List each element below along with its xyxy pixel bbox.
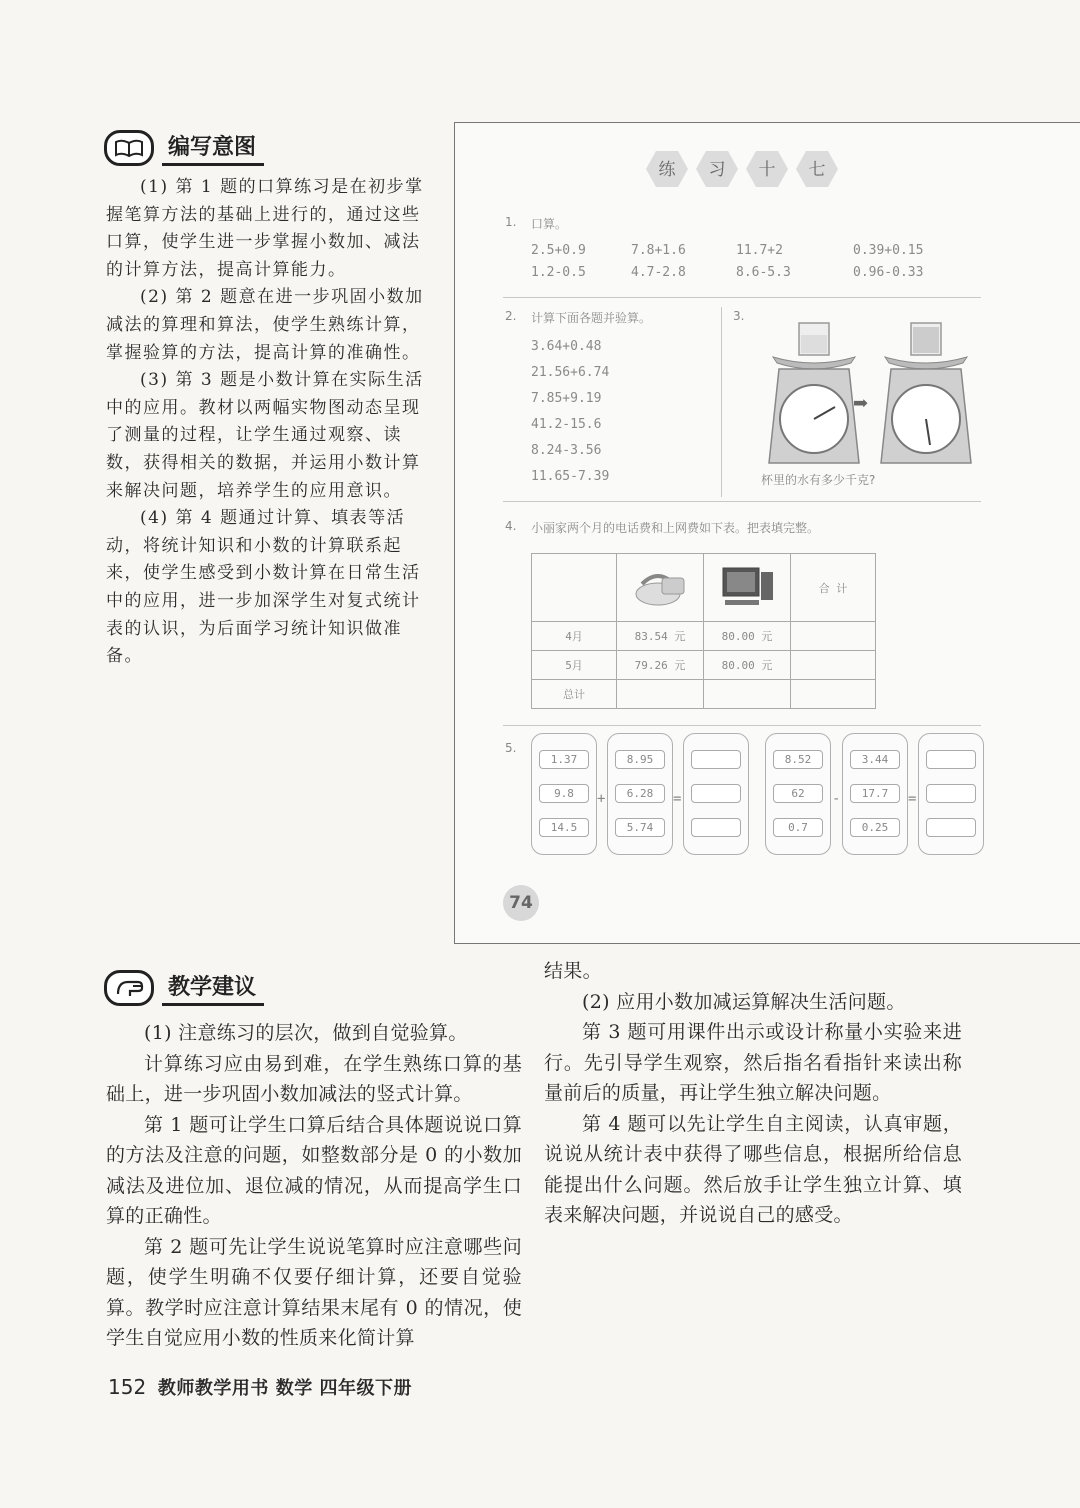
title-hexagon-1 bbox=[645, 149, 689, 189]
q1-item: 11.7+2 bbox=[736, 243, 783, 258]
q1-number: 1. bbox=[505, 215, 517, 229]
intent-heading-label: 编写意图 bbox=[162, 130, 264, 166]
q5-group2-column2 bbox=[842, 733, 908, 855]
q3-question: 杯里的水有多少千克? bbox=[761, 473, 876, 487]
row-label: 4月 bbox=[532, 622, 617, 651]
q1-item: 0.96-0.33 bbox=[853, 265, 924, 280]
book-title: 教师教学用书 数学 四年级下册 bbox=[157, 1378, 412, 1399]
teacher-hand-icon bbox=[104, 970, 154, 1006]
q5-cell: 6.28 bbox=[615, 784, 665, 803]
suggest-continuation: 结果。 bbox=[544, 960, 602, 982]
q5-group2-answer-column bbox=[918, 733, 984, 855]
q1-item: 4.7-2.8 bbox=[631, 265, 686, 280]
exercise-title bbox=[645, 149, 839, 189]
scale-after-illustration bbox=[877, 317, 975, 467]
table-row bbox=[532, 680, 876, 709]
q5-answer-cell bbox=[691, 750, 741, 769]
q5-equals-sign: = bbox=[908, 791, 917, 807]
suggest-heading bbox=[104, 970, 264, 1006]
arrow-right-icon: ➡ bbox=[853, 393, 869, 414]
q5-cell: 9.8 bbox=[539, 784, 589, 803]
phone-internet-fee-table bbox=[531, 553, 876, 709]
q2-label: 计算下面各题并验算。 bbox=[531, 311, 652, 325]
intent-paragraph-1: (1) 第 1 题的口算练习是在初步掌握笔算方法的基础上进行的，通过这些口算，使学生进一步掌握小数加、减法的计算方法，提高计算能力。 bbox=[106, 177, 424, 280]
q5-answer-cell bbox=[691, 784, 741, 803]
q5-minus-sign: - bbox=[832, 791, 841, 807]
table-row bbox=[532, 622, 876, 651]
title-hexagon-2 bbox=[695, 149, 739, 189]
intent-heading bbox=[104, 130, 264, 166]
suggest-paragraph: 计算练习应由易到难，在学生熟练口算的基础上，进一步巩固小数加减法的竖式计算。 bbox=[106, 1052, 522, 1105]
suggest-paragraph: 第 3 题可用课件出示或设计称量小实验来进行。先引导学生观察，然后指名看指针来读出称量前后的质量，再让学生独立解决问题。 bbox=[544, 1021, 962, 1104]
phone-fee: 83.54 元 bbox=[617, 622, 704, 651]
q1-item: 1.2-0.5 bbox=[531, 265, 586, 280]
q5-number: 5. bbox=[505, 741, 517, 755]
q5-cell: 3.44 bbox=[850, 750, 900, 769]
title-char-3: 十 bbox=[758, 160, 776, 180]
suggest-paragraph: 第 2 题可先让学生说说笔算时应注意哪些问题，使学生明确不仅要仔细计算，还要自觉验算。教学时应注意计算结果末尾有 0 的情况，使学生自觉应用小数的性质来化简计算 bbox=[106, 1235, 522, 1349]
open-book-icon bbox=[104, 130, 154, 166]
q2-q3-divider bbox=[721, 307, 722, 497]
q5-equals-sign: = bbox=[673, 791, 682, 807]
internet-fee: 80.00 元 bbox=[704, 651, 791, 680]
title-char-2: 习 bbox=[708, 160, 726, 180]
textbook-page-badge: 74 bbox=[503, 885, 539, 921]
suggest-right-column bbox=[544, 956, 962, 1231]
q5-cell: 14.5 bbox=[539, 818, 589, 837]
q5-answer-cell bbox=[926, 818, 976, 837]
q4-number: 4. bbox=[505, 519, 517, 533]
divider bbox=[503, 501, 981, 502]
title-char-4: 七 bbox=[808, 160, 826, 180]
suggest-paragraph: 第 1 题可让学生口算后结合具体题说说口算的方法及注意的问题，如整数部分是 0 的小数加减法及进位加、退位减的情况，从而提高学生口算的正确性。 bbox=[106, 1113, 522, 1227]
q2-item: 7.85+9.19 bbox=[531, 391, 602, 406]
q5-group1-column2 bbox=[607, 733, 673, 855]
q2-number: 2. bbox=[505, 309, 517, 323]
q2-item: 11.65-7.39 bbox=[531, 469, 610, 484]
suggest-heading-label: 教学建议 bbox=[162, 970, 264, 1006]
q1-item: 8.6-5.3 bbox=[736, 265, 791, 280]
scale-before-illustration bbox=[765, 317, 863, 467]
q5-cell: 5.74 bbox=[615, 818, 665, 837]
internet-fee: 80.00 元 bbox=[704, 622, 791, 651]
textbook-page-panel bbox=[454, 122, 1080, 944]
q5-cell: 8.52 bbox=[773, 750, 823, 769]
suggest-left-column bbox=[106, 1018, 522, 1354]
q1-item: 2.5+0.9 bbox=[531, 243, 586, 258]
q5-cell: 17.7 bbox=[850, 784, 900, 803]
q5-group1-column1 bbox=[531, 733, 597, 855]
table-row bbox=[532, 651, 876, 680]
q4-label: 小丽家两个月的电话费和上网费如下表。把表填完整。 bbox=[531, 521, 820, 535]
suggest-paragraph: (2) 应用小数加减运算解决生活问题。 bbox=[582, 990, 906, 1013]
intent-paragraph-3: (3) 第 3 题是小数计算在实际生活中的应用。教材以两幅实物图动态呈现了测量的过程，让学生通过观察、读数，获得相关的数据，并运用小数计算来解决问题，培养学生的应用意识。 bbox=[106, 370, 424, 501]
phone-fee: 79.26 元 bbox=[617, 651, 704, 680]
suggest-paragraph: (1) 注意练习的层次，做到自觉验算。 bbox=[144, 1022, 468, 1044]
q5-answer-cell bbox=[926, 784, 976, 803]
q1-item: 7.8+1.6 bbox=[631, 243, 686, 258]
q5-cell: 1.37 bbox=[539, 750, 589, 769]
q5-cell: 8.95 bbox=[615, 750, 665, 769]
row-label: 总计 bbox=[532, 680, 617, 709]
telephone-icon bbox=[617, 554, 704, 622]
q5-answer-cell bbox=[691, 818, 741, 837]
q1-label: 口算。 bbox=[531, 217, 568, 231]
table-header-total: 合 计 bbox=[791, 554, 876, 622]
q1-item: 0.39+0.15 bbox=[853, 243, 924, 258]
title-hexagon-3 bbox=[745, 149, 789, 189]
q5-group1-answer-column bbox=[683, 733, 749, 855]
q2-item: 8.24-3.56 bbox=[531, 443, 602, 458]
q5-cell: 0.25 bbox=[850, 818, 900, 837]
q3-number: 3. bbox=[733, 309, 745, 323]
q5-group2-column1 bbox=[765, 733, 831, 855]
q5-answer-cell bbox=[926, 750, 976, 769]
q5-plus-sign: + bbox=[597, 791, 606, 807]
title-char-1: 练 bbox=[658, 160, 676, 180]
q2-item: 41.2-15.6 bbox=[531, 417, 602, 432]
divider bbox=[503, 297, 981, 298]
q2-item: 3.64+0.48 bbox=[531, 339, 602, 354]
q5-cell: 62 bbox=[773, 784, 823, 803]
phone-fee bbox=[617, 680, 704, 709]
page-footer bbox=[108, 1374, 412, 1400]
computer-icon bbox=[704, 554, 791, 622]
internet-fee bbox=[704, 680, 791, 709]
page-number: 152 bbox=[108, 1375, 147, 1399]
intent-paragraph-4: (4) 第 4 题通过计算、填表等活动，将统计知识和小数的计算联系起来，使学生感受到小数计算在日常生活中的应用，进一步加深学生对复式统计表的认识，为后面学习统计知识做准备。 bbox=[106, 508, 421, 667]
q5-cell: 0.7 bbox=[773, 818, 823, 837]
intent-body bbox=[106, 174, 428, 671]
row-label: 5月 bbox=[532, 651, 617, 680]
q2-item: 21.56+6.74 bbox=[531, 365, 610, 380]
divider bbox=[503, 725, 981, 726]
title-hexagon-4 bbox=[795, 149, 839, 189]
intent-paragraph-2: (2) 第 2 题意在进一步巩固小数加减法的算理和算法，使学生熟练计算，掌握验算的方法，提高计算的准确性。 bbox=[106, 287, 424, 363]
suggest-paragraph: 第 4 题可以先让学生自主阅读，认真审题，说说从统计表中获得了哪些信息，根据所给信息能提出什么问题。然后放手让学生独立计算、填表来解决问题，并说说自己的感受。 bbox=[544, 1112, 962, 1226]
